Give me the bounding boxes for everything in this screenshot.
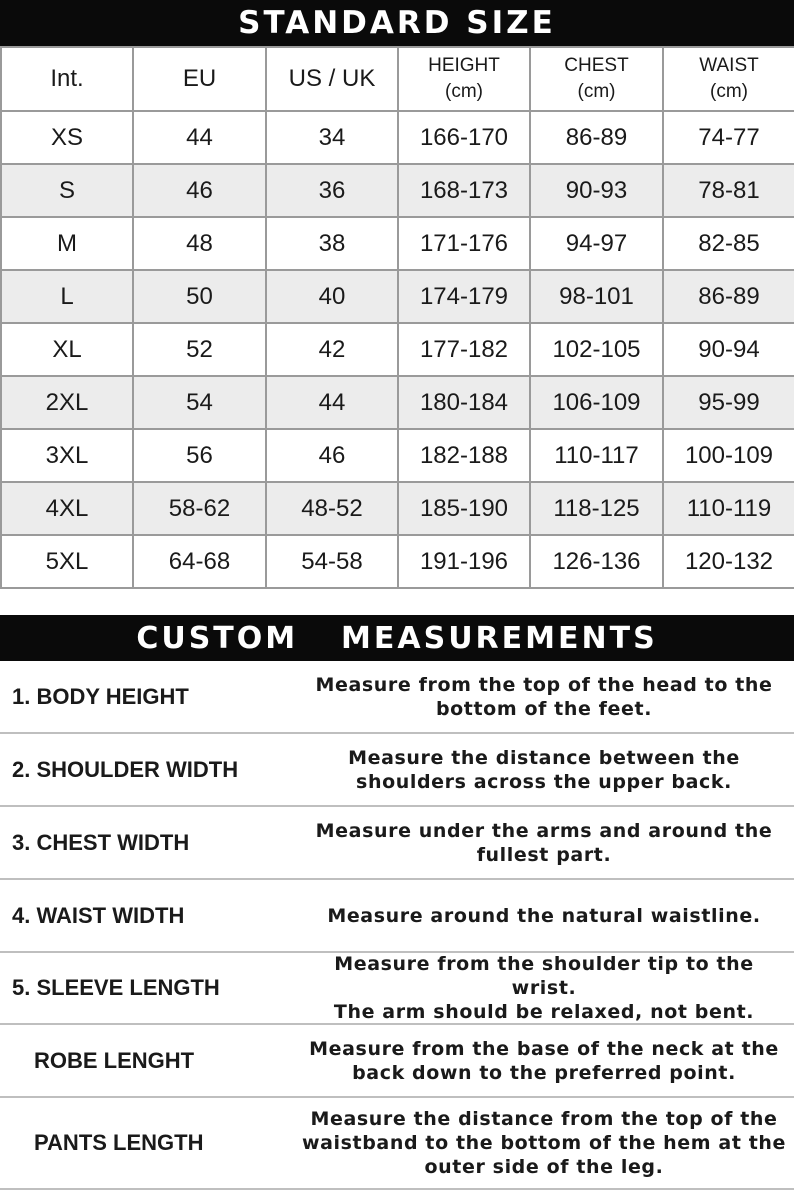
table-cell: 95-99 <box>663 376 794 429</box>
table-cell: 180-184 <box>398 376 530 429</box>
measurement-label: 1. BODY HEIGHT <box>12 683 189 709</box>
measurement-label: 2. SHOULDER WIDTH <box>12 756 239 782</box>
measurement-row <box>0 953 794 1025</box>
table-cell: 38 <box>266 217 398 270</box>
table-cell: 34 <box>266 111 398 164</box>
measurement-label: PANTS LENGTH <box>34 1130 204 1155</box>
table-cell: 110-119 <box>663 482 794 535</box>
table-row <box>1 429 794 482</box>
table-cell: 191-196 <box>398 535 530 588</box>
measurement-description: Measure from the base of the neck at the back down to the preferred point. <box>309 1037 779 1084</box>
table-cell: 110-117 <box>530 429 663 482</box>
table-cell: 100-109 <box>663 429 794 482</box>
table-row <box>1 323 794 376</box>
measurement-row <box>0 880 794 953</box>
measurement-label: ROBE LENGHT <box>34 1047 195 1073</box>
measurement-description: Measure under the arms and around the fullest part. <box>315 819 773 866</box>
custom-measurements-banner: CUSTOM MEASUREMENTS <box>0 615 794 661</box>
table-cell: 102-105 <box>530 323 663 376</box>
header-eu: EU <box>133 47 266 111</box>
table-cell: 82-85 <box>663 217 794 270</box>
table-row <box>1 270 794 323</box>
table-cell: 50 <box>133 270 266 323</box>
table-cell: 106-109 <box>530 376 663 429</box>
measurement-row <box>0 807 794 880</box>
table-cell: 58-62 <box>133 482 266 535</box>
measurement-row <box>0 1098 794 1190</box>
table-cell: 126-136 <box>530 535 663 588</box>
header-chest: CHEST (cm) <box>530 47 663 111</box>
table-cell: 64-68 <box>133 535 266 588</box>
table-cell: 48 <box>133 217 266 270</box>
table-row <box>1 111 794 164</box>
header-height: HEIGHT (cm) <box>398 47 530 111</box>
table-header-row <box>1 47 794 111</box>
table-cell: 4XL <box>1 482 133 535</box>
table-cell: 44 <box>133 111 266 164</box>
standard-size-banner: STANDARD SIZE <box>0 0 794 46</box>
table-row <box>1 217 794 270</box>
table-cell: 74-77 <box>663 111 794 164</box>
table-cell: 52 <box>133 323 266 376</box>
table-cell: 36 <box>266 164 398 217</box>
table-row <box>1 482 794 535</box>
table-cell: 171-176 <box>398 217 530 270</box>
table-cell: 2XL <box>1 376 133 429</box>
table-cell: 44 <box>266 376 398 429</box>
table-row <box>1 535 794 588</box>
table-cell: XL <box>1 323 133 376</box>
measurement-description: Measure from the top of the head to the bottom of the feet. <box>315 673 773 720</box>
table-cell: 46 <box>266 429 398 482</box>
measurement-row <box>0 1025 794 1098</box>
table-cell: 54-58 <box>266 535 398 588</box>
table-cell: L <box>1 270 133 323</box>
table-row <box>1 164 794 217</box>
table-cell: M <box>1 217 133 270</box>
measurement-label: 5. SLEEVE LENGTH <box>12 975 220 1000</box>
table-cell: 5XL <box>1 535 133 588</box>
table-cell: 120-132 <box>663 535 794 588</box>
table-cell: 166-170 <box>398 111 530 164</box>
standard-size-table <box>0 46 794 589</box>
table-cell: 90-94 <box>663 323 794 376</box>
table-cell: 86-89 <box>663 270 794 323</box>
measurement-row <box>0 734 794 807</box>
table-cell: S <box>1 164 133 217</box>
measurement-label: 4. WAIST WIDTH <box>12 902 185 928</box>
table-cell: 56 <box>133 429 266 482</box>
table-cell: 86-89 <box>530 111 663 164</box>
table-cell: 90-93 <box>530 164 663 217</box>
header-waist: WAIST (cm) <box>663 47 794 111</box>
table-cell: 177-182 <box>398 323 530 376</box>
table-cell: 40 <box>266 270 398 323</box>
measurement-description: Measure the distance between the shoulders across the upper back. <box>348 746 740 793</box>
table-cell: 174-179 <box>398 270 530 323</box>
table-cell: 42 <box>266 323 398 376</box>
table-cell: 94-97 <box>530 217 663 270</box>
measurement-description: Measure around the natural waistline. <box>327 904 761 927</box>
measurement-description: Measure the distance from the top of the waistband to the bottom of the hem at the outer side of the leg. <box>301 1108 787 1178</box>
table-row <box>1 376 794 429</box>
table-cell: 54 <box>133 376 266 429</box>
table-cell: 3XL <box>1 429 133 482</box>
measurement-row <box>0 661 794 734</box>
header-us-uk: US / UK <box>266 47 398 111</box>
table-cell: 78-81 <box>663 164 794 217</box>
table-cell: 48-52 <box>266 482 398 535</box>
measurement-description: Measure from the shoulder tip to the wrist. The arm should be relaxed, not bent. <box>333 953 755 1023</box>
custom-measurements-table <box>0 661 794 1190</box>
measurement-label: 3. CHEST WIDTH <box>12 829 190 855</box>
table-cell: 98-101 <box>530 270 663 323</box>
header-int: Int. <box>1 47 133 111</box>
table-cell: 185-190 <box>398 482 530 535</box>
table-cell: 46 <box>133 164 266 217</box>
table-cell: 118-125 <box>530 482 663 535</box>
table-cell: 182-188 <box>398 429 530 482</box>
table-cell: XS <box>1 111 133 164</box>
table-cell: 168-173 <box>398 164 530 217</box>
